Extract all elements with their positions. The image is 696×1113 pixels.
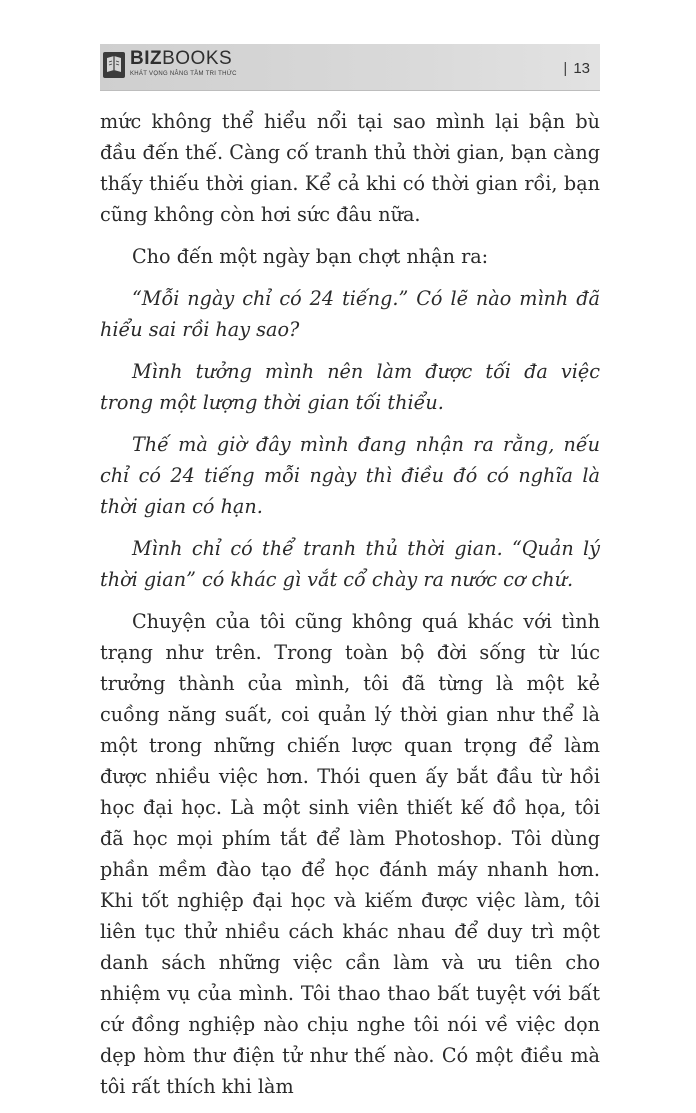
brand-name-light: BOOKS	[162, 48, 233, 69]
paragraph: Chuyện của tôi cũng không quá khác với tình trạng như trên. Trong toàn bộ đời sống từ lúc trưởng thành của mình, tôi đã từng là một kẻ cuồng năng suất, coi quản lý thời gian như thể là một trong những chiến lược quan trọng để làm được nhiều việc hơn. Thói quen ấy bắt đầu từ hồi học đại học. Là một sinh viên thiết kế đồ họa, tôi đã học mọi phím tắt để làm Photoshop. Tôi dùng phần mềm đào tạo để học đánh máy nhanh hơn. Khi tốt nghiệp đại học và kiếm được việc làm, tôi liên tục thử nhiều cách khác nhau để duy trì một danh sách những việc cần làm và ưu tiên cho nhiệm vụ của mình. Tôi thao thao bất tuyệt với bất cứ đồng nghiệp nào chịu nghe tôi nói về việc dọn dẹp hòm thư điện tử như thế nào. Có một điều mà tôi rất thích khi làm	[100, 610, 600, 1098]
bizbooks-logo-icon	[102, 50, 126, 80]
page-body	[100, 106, 600, 1113]
italic-paragraph: Thế mà giờ đây mình đang nhận ra rằng, nếu chỉ có 24 tiếng mỗi ngày thì điều đó có nghĩa là thời gian có hạn.	[100, 433, 600, 518]
italic-paragraph: Mình chỉ có thể tranh thủ thời gian. “Quản lý thời gian” có khác gì vắt cổ chày ra nước cơ chứ.	[100, 537, 600, 591]
page-header	[100, 44, 600, 91]
page-number: | 13	[563, 60, 590, 77]
brand-name	[130, 49, 232, 69]
italic-paragraph: Mình tưởng mình nên làm được tối đa việc trong một lượng thời gian tối thiểu.	[100, 360, 600, 414]
paragraph: Cho đến một ngày bạn chợt nhận ra:	[132, 245, 489, 268]
paragraph-continuation: mức không thể hiểu nổi tại sao mình lại bận bù đầu đến thế. Càng cố tranh thủ thời gian, bạn càng thấy thiếu thời gian. Kể cả khi có thời gian rồi, bạn cũng không còn hơi sức đâu nữa.	[100, 110, 600, 226]
brand-name-bold: BIZ	[130, 48, 163, 69]
italic-paragraph: “Mỗi ngày chỉ có 24 tiếng.” Có lẽ nào mình đã hiểu sai rồi hay sao?	[100, 287, 600, 341]
brand-tagline: KHÁT VỌNG NÂNG TẦM TRI THỨC	[130, 71, 237, 77]
page-number-value: 13	[573, 60, 590, 77]
